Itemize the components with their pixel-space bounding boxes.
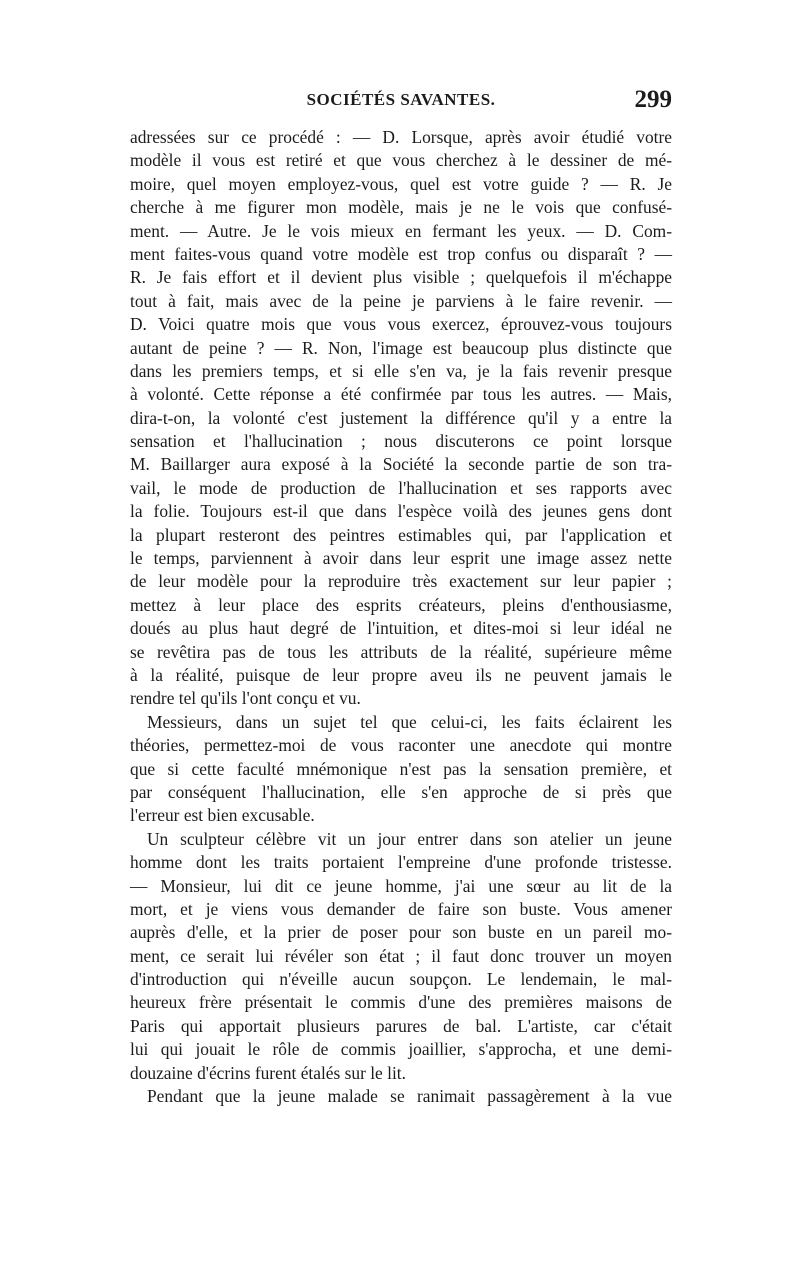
text-line: Pendant que la jeune malade se ranimait passagèrement à la vue — [147, 1086, 672, 1107]
text-line: de leur modèle pour la reproduire très exactement sur leur papier ; — [130, 571, 672, 592]
text-line: Un sculpteur célèbre vit un jour entrer dans son atelier un jeune — [147, 828, 672, 849]
text-line: d'introduction qui n'éveille aucun soupçon. Le lendemain, le mal- — [130, 969, 672, 990]
text-line: D. Voici quatre mois que vous vous exercez, éprouvez-vous toujours — [130, 314, 672, 335]
text-line: mort, et je viens vous demander de faire son buste. Vous amener — [130, 898, 672, 919]
text-line: cherche à me figurer mon modèle, mais je ne le vois que confusé- — [130, 197, 672, 218]
text-line: moire, quel moyen employez-vous, quel est votre guide ? — R. Je — [130, 173, 672, 194]
text-line: dira-t-on, la volonté c'est justement la différence qu'il y a entre la — [130, 407, 672, 428]
text-line: vail, le mode de production de l'hallucination et ses rapports avec — [130, 477, 672, 498]
text-line: douzaine d'écrins furent étalés sur le lit. — [130, 1062, 406, 1083]
text-line: à volonté. Cette réponse a été confirmée par tous les autres. — Mais, — [130, 384, 672, 405]
text-line: Paris qui apportait plusieurs parures de bal. L'artiste, car c'était — [130, 1015, 672, 1036]
text-line: Messieurs, dans un sujet tel que celui-ci, les faits éclairent les — [147, 711, 672, 732]
text-line: rendre tel qu'ils l'ont conçu et vu. — [130, 688, 361, 709]
text-line: sensation et l'hallucination ; nous discuterons ce point lorsque — [130, 431, 672, 452]
text-line: à la réalité, puisque de leur propre aveu ils ne peuvent jamais le — [130, 664, 672, 685]
text-line: auprès d'elle, et la prier de poser pour son buste en un pareil mo- — [130, 922, 672, 943]
text-line: adressées sur ce procédé : — D. Lorsque, après avoir étudié votre — [130, 127, 672, 147]
text-line: l'erreur est bien excusable. — [130, 805, 315, 826]
text-line: le temps, parviennent à avoir dans leur esprit une image assez nette — [130, 548, 672, 569]
text-line: lui qui jouait le rôle de commis joaillier, s'approcha, et une demi- — [130, 1039, 672, 1060]
text-line: — Monsieur, lui dit ce jeune homme, j'ai une sœur au lit de la — [130, 875, 672, 896]
text-line: R. Je fais effort et il devient plus visible ; quelquefois il m'échappe — [130, 267, 672, 288]
text-line: se revêtira pas de tous les attributs de la réalité, supérieure même — [130, 641, 672, 662]
text-line: modèle il vous est retiré et que vous cherchez à le dessiner de mé- — [130, 150, 672, 171]
text-line: la folie. Toujours est-il que dans l'espèce voilà des jeunes gens dont — [130, 501, 672, 522]
text-line: ment, ce serait lui révéler son état ; il faut donc trouver un moyen — [130, 945, 672, 966]
text-line: la plupart resteront des peintres estimables qui, par l'application et — [130, 524, 672, 545]
text-line: heureux frère présentait le commis d'une des premières maisons de — [130, 992, 672, 1013]
text-line: dans les premiers temps, et si elle s'en va, je la fais revenir presque — [130, 360, 672, 381]
text-line: ment faites-vous quand votre modèle est trop confus ou disparaît ? — — [130, 243, 672, 264]
text-line: théories, permettez-moi de vous raconter une anecdote qui montre — [130, 735, 672, 756]
page-number: 299 — [634, 86, 672, 113]
running-head — [130, 86, 672, 120]
running-title: SOCIÉTÉS SAVANTES. — [306, 90, 496, 109]
text-line: tout à fait, mais avec de la peine je parviens à le faire revenir. — — [130, 290, 672, 311]
body-text — [130, 126, 672, 1108]
text-line: autant de peine ? — R. Non, l'image est beaucoup plus distincte que — [130, 337, 672, 358]
text-line: ment. — Autre. Je le vois mieux en fermant les yeux. — D. Com- — [130, 220, 672, 241]
text-line: mettez à leur place des esprits créateurs, pleins d'enthousiasme, — [130, 594, 672, 615]
text-line: M. Baillarger aura exposé à la Société la seconde partie de son tra- — [130, 454, 672, 475]
text-line: homme dont les traits portaient l'empreine d'une profonde tristesse. — [130, 852, 672, 873]
text-line: doués au plus haut degré de l'intuition, et dites-moi si leur idéal ne — [130, 618, 672, 639]
text-line: par conséquent l'hallucination, elle s'en approche de si près que — [130, 781, 672, 802]
text-line: que si cette faculté mnémonique n'est pas la sensation première, et — [130, 758, 672, 779]
